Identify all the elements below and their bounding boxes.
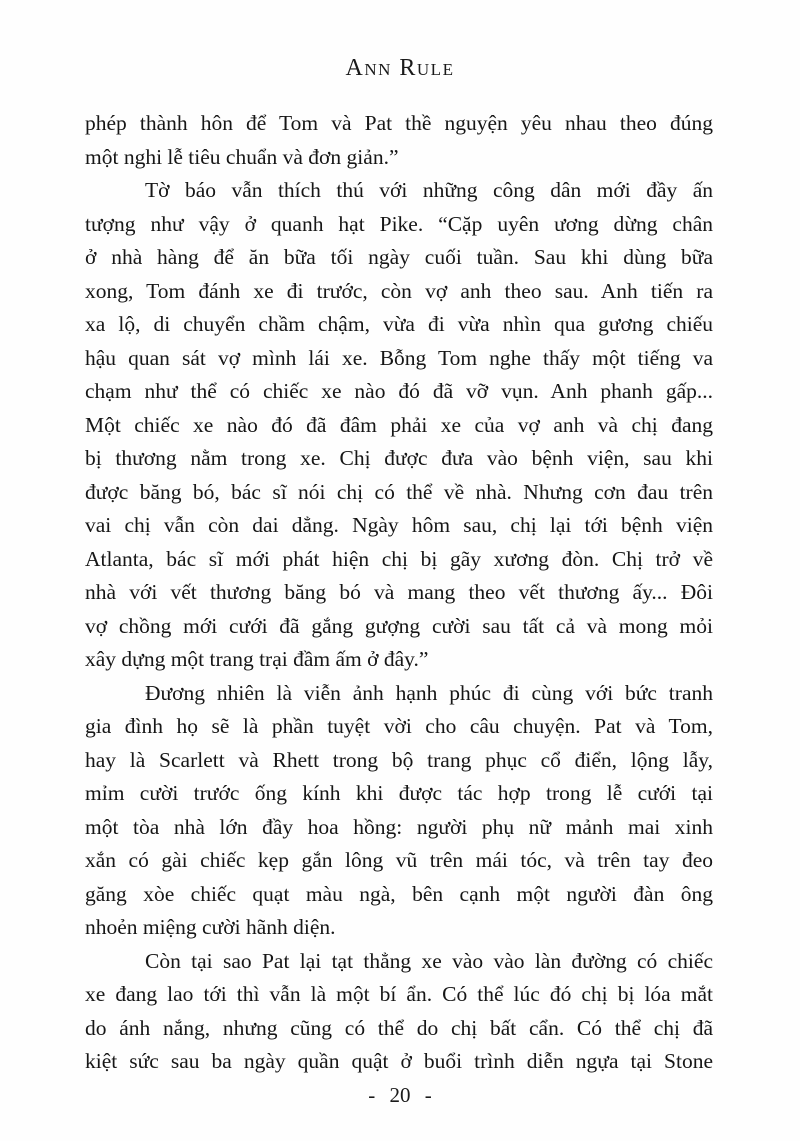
text-line: vai chị vẫn còn dai dẳng. Ngày hôm sau, chị lại tới bệnh viện <box>85 513 713 537</box>
text-line: Atlanta, bác sĩ mới phát hiện chị bị gãy xương đòn. Chị trở về <box>85 546 713 571</box>
text-line: do ánh nắng, nhưng cũng có thể do chị bất cẩn. Có thể chị đã <box>85 1015 713 1040</box>
text-line: một nghi lễ tiêu chuẩn và đơn giản.” <box>85 144 399 169</box>
text-line: nhà với vết thương băng bó và mang theo vết thương ấy... Đôi <box>85 580 713 604</box>
text-line: ở nhà hàng để ăn bữa tối ngày cuối tuần. Sau khi dùng bữa <box>85 245 713 269</box>
text-line: găng xòe chiếc quạt màu ngà, bên cạnh một người đàn ông <box>85 881 713 906</box>
text-line: hay là Scarlett và Rhett trong bộ trang phục cổ điển, lộng lẫy, <box>85 747 713 772</box>
text-line: nhoẻn miệng cười hãnh diện. <box>85 915 336 939</box>
text-line: bị thương nằm trong xe. Chị được đưa vào bệnh viện, sau khi <box>85 446 713 470</box>
text-line: Một chiếc xe nào đó đã đâm phải xe của vợ anh và chị đang <box>85 412 713 437</box>
text-line: được băng bó, bác sĩ nói chị có thể về nhà. Nhưng cơn đau trên <box>85 479 713 504</box>
paragraph <box>85 677 713 945</box>
text-line: vợ chồng mới cưới đã gắng gượng cười sau tất cả và mong mỏi <box>85 613 713 638</box>
text-line: xong, Tom đánh xe đi trước, còn vợ anh theo sau. Anh tiến ra <box>85 278 713 303</box>
text-line: hậu quan sát vợ mình lái xe. Bỗng Tom nghe thấy một tiếng va <box>85 345 713 370</box>
text-line: xây dựng một trang trại đầm ấm ở đây.” <box>85 647 429 671</box>
text-line: xắn có gài chiếc kẹp gắn lông vũ trên mái tóc, và trên tay đeo <box>85 848 713 872</box>
paragraph <box>85 174 713 677</box>
text-line: tượng như vậy ở quanh hạt Pike. “Cặp uyên ương dừng chân <box>85 211 713 236</box>
text-line: mỉm cười trước ống kính khi được tác hợp trong lễ cưới tại <box>85 781 713 805</box>
text-line: xe đang lao tới thì vẫn là một bí ẩn. Có thể lúc đó chị bị lóa mắt <box>85 982 713 1006</box>
paragraph <box>85 107 713 174</box>
paragraph <box>85 945 713 1079</box>
text-line: Đương nhiên là viễn ảnh hạnh phúc đi cùng với bức tranh <box>145 680 713 705</box>
text-line: phép thành hôn để Tom và Pat thề nguyện yêu nhau theo đúng <box>85 111 713 135</box>
text-line: chạm như thể có chiếc xe nào đó đã vỡ vụn. Anh phanh gấp... <box>85 379 713 403</box>
text-line: gia đình họ sẽ là phần tuyệt vời cho câu chuyện. Pat và Tom, <box>85 714 713 738</box>
page-number: - 20 - <box>368 1083 432 1107</box>
text-line: xa lộ, di chuyển chầm chậm, vừa đi vừa nhìn qua gương chiếu <box>85 312 713 336</box>
running-header: Ann Rule <box>345 55 455 81</box>
page-body <box>85 107 713 1079</box>
text-line: một tòa nhà lớn đầy hoa hồng: người phụ nữ mảnh mai xinh <box>85 814 713 839</box>
text-line: Còn tại sao Pat lại tạt thẳng xe vào vào làn đường có chiếc <box>145 948 713 973</box>
text-line: kiệt sức sau ba ngày quần quật ở buổi trình diễn ngựa tại Stone <box>85 1049 713 1073</box>
text-line: Tờ báo vẫn thích thú với những công dân mới đầy ấn <box>145 178 713 202</box>
